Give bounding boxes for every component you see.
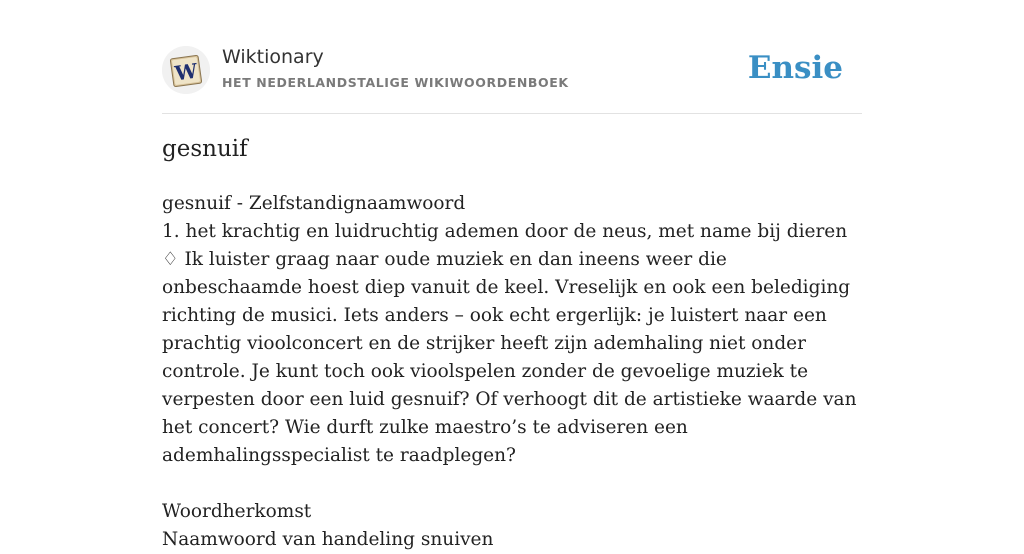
ensie-brand-logo[interactable]: Ensie — [747, 50, 843, 86]
entry-heading: gesnuif - Zelfstandignaamwoord — [162, 193, 466, 214]
page-title: gesnuif — [162, 136, 248, 162]
etymology-text: Naamwoord van handeling snuiven — [162, 529, 494, 550]
definition: 1. het krachtig en luidruchtig ademen door de neus, met name bij dieren — [162, 221, 848, 242]
wiktionary-logo[interactable] — [162, 46, 210, 94]
etymology-heading: Woordherkomst — [162, 501, 312, 522]
example-quote: ♢ Ik luister graag naar oude muziek en dan ineens weer die onbeschaamde hoest diep vanuit de keel. Vreselijk en ook een belediging richting de musici. Iets anders – ook echt ergerlijk: je luistert naar een prachtig vioolconcert en de strijker heeft zijn ademhaling niet onder controle. Je kunt toch ook vioolspelen zonder de gevoelige muziek te verpesten door een luid gesnuif? Of verhoogt dit de artistieke waarde van het concert? Wie durft zulke maestro’s te adviseren een ademhalingsspecialist te raadplegen? — [162, 249, 857, 466]
spacer — [162, 470, 862, 498]
site-header — [162, 44, 862, 114]
site-title[interactable]: Wiktionary — [222, 46, 324, 68]
site-subtitle: HET NEDERLANDSTALIGE WIKIWOORDENBOEK — [222, 75, 569, 90]
header-divider — [162, 113, 862, 114]
wiktionary-w-tile-icon — [162, 46, 210, 94]
article-content — [162, 190, 862, 554]
logo-letter: W — [173, 58, 199, 86]
